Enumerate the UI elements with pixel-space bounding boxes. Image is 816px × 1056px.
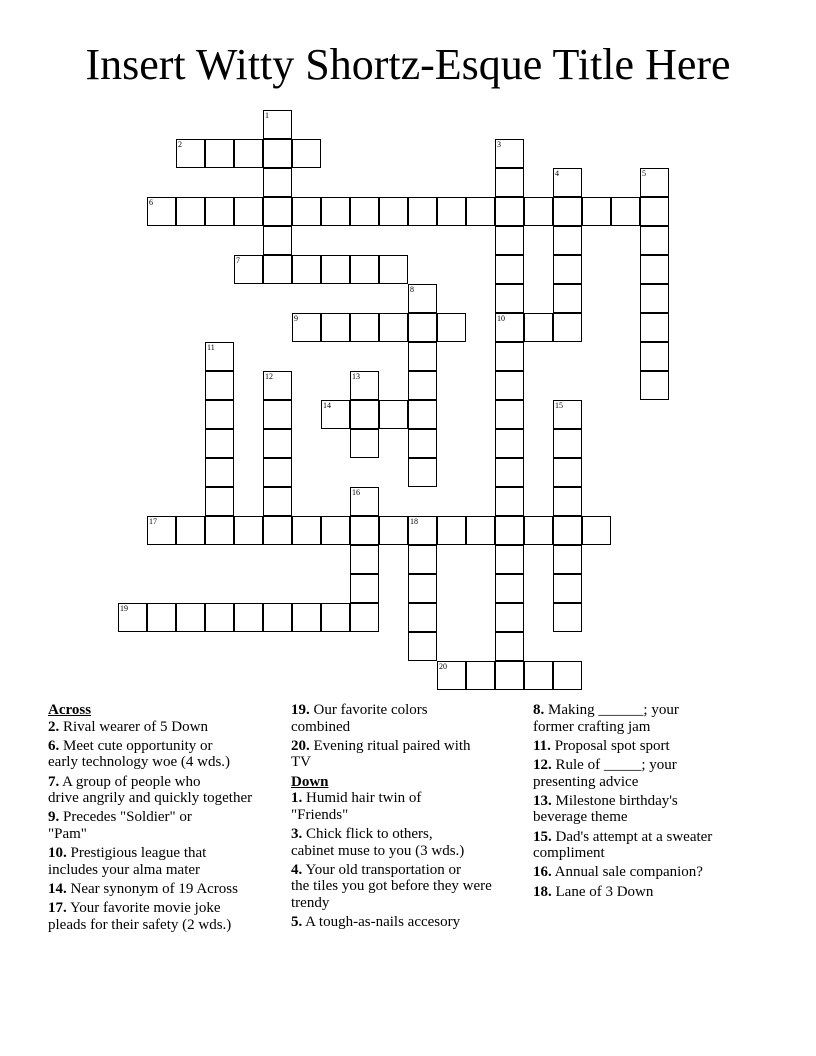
clue-item — [291, 914, 531, 931]
grid-cell[interactable] — [466, 197, 495, 226]
clue-number-label: 20. — [291, 737, 310, 754]
clue-number: 20 — [439, 662, 447, 671]
clue-text: Dad's attempt at a sweater compliment — [533, 828, 713, 862]
clue-text: Lane of 3 Down — [551, 883, 654, 900]
grid-cell[interactable] — [205, 371, 234, 400]
clue-item — [48, 719, 288, 736]
grid-cell[interactable] — [379, 313, 408, 342]
grid-cell[interactable] — [205, 197, 234, 226]
clue-number: 1 — [265, 111, 269, 120]
clue-item — [48, 881, 288, 898]
clue-item — [48, 809, 288, 842]
clue-item — [291, 790, 531, 823]
clue-text: Making ______; your former crafting jam — [533, 702, 679, 735]
clue-text: Precedes "Soldier" or "Pam" — [48, 809, 192, 842]
grid-cell[interactable] — [263, 603, 292, 632]
grid-cell[interactable] — [321, 400, 350, 429]
grid-cell[interactable] — [495, 197, 524, 226]
grid-cell[interactable] — [495, 458, 524, 487]
clue-text: Your favorite movie joke pleads for their safety (2 wds.) — [48, 900, 232, 933]
grid-cell[interactable] — [263, 139, 292, 168]
clue-item — [48, 900, 288, 933]
grid-cell[interactable] — [147, 516, 176, 545]
clue-number: 19 — [120, 604, 128, 613]
grid-cell[interactable] — [205, 487, 234, 516]
grid-cell[interactable] — [408, 313, 437, 342]
grid-cell[interactable] — [553, 458, 582, 487]
grid-cell[interactable] — [350, 603, 379, 632]
grid-cell[interactable] — [350, 574, 379, 603]
clue-item — [533, 864, 783, 881]
grid-cell[interactable] — [437, 313, 466, 342]
grid-cell[interactable] — [379, 516, 408, 545]
grid-cell[interactable] — [205, 458, 234, 487]
grid-cell[interactable] — [582, 197, 611, 226]
grid-cell[interactable] — [321, 313, 350, 342]
grid-cell[interactable] — [640, 226, 669, 255]
clue-number-label: 4. — [291, 861, 303, 878]
clues-column-1 — [48, 702, 288, 936]
grid-cell[interactable] — [350, 313, 379, 342]
grid-cell[interactable] — [495, 284, 524, 313]
grid-cell[interactable] — [379, 197, 408, 226]
clue-item — [533, 757, 783, 790]
grid-cell[interactable] — [263, 197, 292, 226]
clue-number-label: 16. — [533, 864, 552, 881]
clue-item — [48, 774, 288, 807]
clues-column-3 — [533, 702, 783, 903]
grid-cell[interactable] — [321, 197, 350, 226]
grid-cell[interactable] — [321, 516, 350, 545]
grid-cell[interactable] — [176, 516, 205, 545]
grid-cell[interactable] — [640, 284, 669, 313]
clue-text: Our favorite colors combined — [291, 702, 428, 735]
grid-cell[interactable] — [553, 661, 582, 690]
grid-cell[interactable] — [408, 371, 437, 400]
clue-number: 9 — [294, 314, 298, 323]
grid-cell[interactable] — [408, 545, 437, 574]
clue-number-label: 12. — [533, 756, 552, 773]
grid-cell[interactable] — [553, 284, 582, 313]
grid-cell[interactable] — [553, 487, 582, 516]
grid-cell[interactable] — [205, 603, 234, 632]
down-clue-list-continued — [533, 702, 783, 900]
grid-cell[interactable] — [495, 661, 524, 690]
grid-cell[interactable] — [350, 371, 379, 400]
grid-cell[interactable] — [640, 342, 669, 371]
grid-cell[interactable] — [176, 139, 205, 168]
grid-cell[interactable] — [292, 197, 321, 226]
grid-cell[interactable] — [205, 139, 234, 168]
grid-cell[interactable] — [553, 226, 582, 255]
grid-cell[interactable] — [495, 342, 524, 371]
clue-text: Near synonym of 19 Across — [66, 880, 238, 897]
grid-cell[interactable] — [408, 342, 437, 371]
grid-cell[interactable] — [466, 661, 495, 690]
grid-cell[interactable] — [640, 168, 669, 197]
clue-text: Meet cute opportunity or early technology woe (4 wds.) — [48, 737, 231, 771]
grid-cell[interactable] — [263, 516, 292, 545]
clue-item — [533, 738, 783, 755]
clue-number: 15 — [555, 401, 563, 410]
grid-cell[interactable] — [263, 458, 292, 487]
grid-cell[interactable] — [292, 313, 321, 342]
clue-text: Milestone birthday's beverage theme — [533, 792, 678, 826]
clue-item — [291, 826, 531, 859]
grid-cell[interactable] — [408, 458, 437, 487]
grid-cell[interactable] — [408, 632, 437, 661]
clue-number: 16 — [352, 488, 360, 497]
grid-cell[interactable] — [205, 429, 234, 458]
clue-number: 11 — [207, 343, 215, 352]
grid-cell[interactable] — [524, 661, 553, 690]
grid-cell[interactable] — [263, 371, 292, 400]
grid-cell[interactable] — [292, 516, 321, 545]
grid-cell[interactable] — [263, 429, 292, 458]
grid-cell[interactable] — [408, 574, 437, 603]
clue-text: Your old transportation or the tiles you got before they were trendy — [291, 861, 492, 911]
clue-number-label: 3. — [291, 825, 303, 842]
clue-text: Prestigious league that includes your alma mater — [48, 845, 207, 878]
grid-cell[interactable] — [553, 168, 582, 197]
grid-cell[interactable] — [321, 255, 350, 284]
grid-cell[interactable] — [292, 255, 321, 284]
grid-cell[interactable] — [466, 516, 495, 545]
grid-cell[interactable] — [263, 226, 292, 255]
grid-cell[interactable] — [147, 603, 176, 632]
clue-text: Chick flick to others, cabinet muse to you (3 wds.) — [291, 825, 465, 859]
clue-item — [533, 702, 783, 735]
grid-cell[interactable] — [495, 139, 524, 168]
grid-cell[interactable] — [350, 516, 379, 545]
clue-number: 6 — [149, 198, 153, 207]
grid-cell[interactable] — [408, 400, 437, 429]
clue-item — [533, 884, 783, 901]
clue-number: 12 — [265, 372, 273, 381]
grid-cell[interactable] — [350, 487, 379, 516]
clue-number: 13 — [352, 372, 360, 381]
grid-cell[interactable] — [263, 487, 292, 516]
grid-cell[interactable] — [263, 400, 292, 429]
grid-cell[interactable] — [495, 516, 524, 545]
grid-cell[interactable] — [553, 255, 582, 284]
grid-cell[interactable] — [205, 516, 234, 545]
clue-number-label: 14. — [48, 880, 67, 897]
grid-cell[interactable] — [495, 168, 524, 197]
across-heading: Across — [48, 702, 92, 718]
grid-cell[interactable] — [350, 545, 379, 574]
grid-cell[interactable] — [176, 197, 205, 226]
grid-cell[interactable] — [263, 110, 292, 139]
grid-cell[interactable] — [263, 255, 292, 284]
clue-number: 17 — [149, 517, 157, 526]
clue-text: Proposal spot sport — [550, 737, 670, 754]
clue-number-label: 18. — [533, 883, 552, 900]
grid-cell[interactable] — [524, 197, 553, 226]
grid-cell[interactable] — [640, 371, 669, 400]
grid-cell[interactable] — [553, 516, 582, 545]
grid-cell[interactable] — [292, 139, 321, 168]
clue-number: 4 — [555, 169, 559, 178]
grid-cell[interactable] — [408, 284, 437, 313]
clue-number: 3 — [497, 140, 501, 149]
clue-item — [48, 738, 288, 771]
grid-cell[interactable] — [495, 255, 524, 284]
grid-cell[interactable] — [495, 313, 524, 342]
grid-cell[interactable] — [350, 429, 379, 458]
grid-cell[interactable] — [524, 516, 553, 545]
clue-item — [291, 738, 531, 771]
grid-cell[interactable] — [553, 545, 582, 574]
clue-number: 18 — [410, 517, 418, 526]
clue-text: A tough-as-nails accesory — [302, 914, 461, 931]
grid-cell[interactable] — [495, 487, 524, 516]
clue-number-label: 7. — [48, 773, 60, 790]
clue-item — [291, 702, 531, 735]
clue-number-label: 6. — [48, 737, 60, 754]
grid-cell[interactable] — [350, 197, 379, 226]
grid-cell[interactable] — [437, 516, 466, 545]
grid-cell[interactable] — [234, 139, 263, 168]
grid-cell[interactable] — [495, 429, 524, 458]
grid-cell[interactable] — [553, 603, 582, 632]
grid-cell[interactable] — [553, 197, 582, 226]
clue-number: 5 — [642, 169, 646, 178]
grid-cell[interactable] — [234, 255, 263, 284]
grid-cell[interactable] — [350, 400, 379, 429]
grid-cell[interactable] — [379, 255, 408, 284]
clue-text: Rule of _____; your presenting advice — [533, 756, 677, 790]
grid-cell[interactable] — [495, 574, 524, 603]
clue-number: 14 — [323, 401, 331, 410]
down-clue-list — [291, 790, 531, 931]
grid-cell[interactable] — [640, 197, 669, 226]
clue-item — [533, 829, 783, 862]
clue-number-label: 8. — [533, 702, 545, 718]
clue-item — [291, 862, 531, 912]
grid-cell[interactable] — [379, 400, 408, 429]
grid-cell[interactable] — [553, 400, 582, 429]
clue-text: A group of people who drive angrily and quickly together — [48, 773, 253, 807]
grid-cell[interactable] — [147, 197, 176, 226]
clue-number: 8 — [410, 285, 414, 294]
grid-cell[interactable] — [408, 197, 437, 226]
grid-cell[interactable] — [437, 661, 466, 690]
down-heading: Down — [291, 773, 329, 790]
clue-number: 10 — [497, 314, 505, 323]
grid-cell[interactable] — [263, 168, 292, 197]
across-clue-list — [48, 719, 288, 934]
grid-cell[interactable] — [408, 603, 437, 632]
puzzle-title: Insert Witty Shortz-Esque Title Here — [85, 40, 731, 89]
grid-cell[interactable] — [582, 516, 611, 545]
grid-cell[interactable] — [553, 429, 582, 458]
clue-number-label: 13. — [533, 792, 552, 809]
clue-text: Evening ritual paired with TV — [291, 737, 471, 771]
clue-number: 7 — [236, 256, 240, 265]
clue-text: Rival wearer of 5 Down — [59, 718, 208, 735]
grid-cell[interactable] — [495, 545, 524, 574]
grid-cell[interactable] — [495, 603, 524, 632]
grid-cell[interactable] — [118, 603, 147, 632]
clues-column-2 — [291, 702, 531, 933]
grid-cell[interactable] — [640, 255, 669, 284]
grid-cell[interactable] — [408, 516, 437, 545]
grid-cell[interactable] — [205, 400, 234, 429]
clue-number-label: 11. — [533, 737, 551, 754]
clue-number: 2 — [178, 140, 182, 149]
grid-cell[interactable] — [553, 574, 582, 603]
grid-cell[interactable] — [234, 197, 263, 226]
grid-cell[interactable] — [292, 603, 321, 632]
clue-text: Annual sale companion? — [551, 864, 703, 881]
clue-number-label: 5. — [291, 914, 303, 931]
clue-number-label: 10. — [48, 845, 67, 862]
clue-number-label: 17. — [48, 900, 67, 917]
grid-cell[interactable] — [495, 371, 524, 400]
across-clue-list-continued — [291, 702, 531, 771]
clue-number-label: 2. — [48, 718, 60, 735]
grid-cell[interactable] — [350, 255, 379, 284]
grid-cell[interactable] — [611, 197, 640, 226]
grid-cell[interactable] — [495, 632, 524, 661]
grid-cell[interactable] — [234, 516, 263, 545]
grid-cell[interactable] — [640, 313, 669, 342]
grid-cell[interactable] — [495, 400, 524, 429]
grid-cell[interactable] — [408, 429, 437, 458]
clue-item — [533, 793, 783, 826]
grid-cell[interactable] — [321, 603, 350, 632]
clue-text: Humid hair twin of "Friends" — [291, 790, 422, 823]
clue-number-label: 19. — [291, 702, 310, 718]
clue-number-label: 1. — [291, 790, 303, 807]
grid-cell[interactable] — [437, 197, 466, 226]
clue-number-label: 15. — [533, 828, 552, 845]
grid-cell[interactable] — [495, 226, 524, 255]
clue-number-label: 9. — [48, 809, 60, 826]
grid-cell[interactable] — [234, 603, 263, 632]
grid-cell[interactable] — [553, 313, 582, 342]
grid-cell[interactable] — [524, 313, 553, 342]
clue-item — [48, 845, 288, 878]
grid-cell[interactable] — [176, 603, 205, 632]
grid-cell[interactable] — [205, 342, 234, 371]
